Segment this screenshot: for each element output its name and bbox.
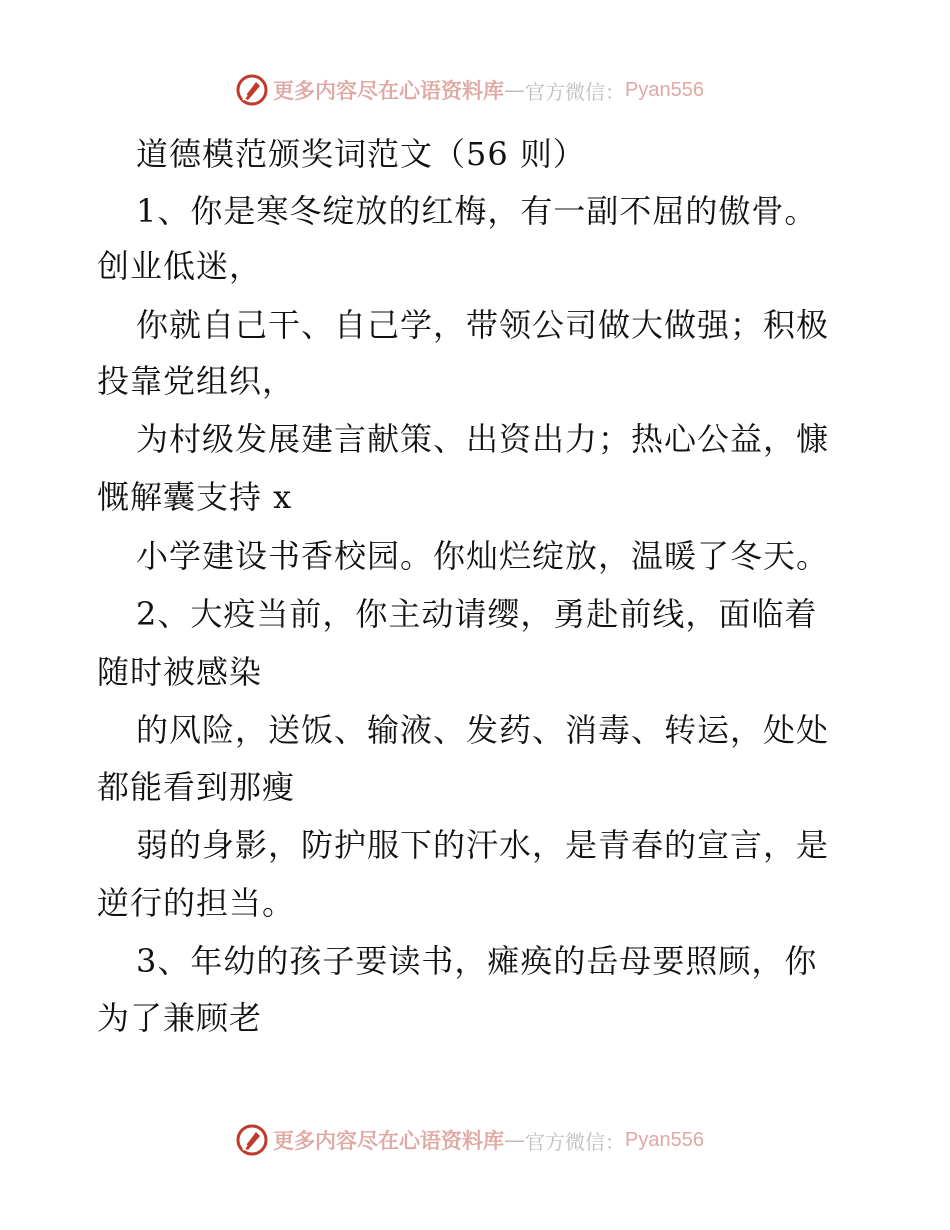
- footer-dash: —: [504, 1128, 525, 1152]
- body-line-1: 1、你是寒冬绽放的红梅，有一副不屈的傲骨。: [136, 192, 818, 230]
- header-banner-text: 更多内容尽在心语资料库: [273, 78, 504, 103]
- document-title: 道德模范颁奖词范文（56 则）: [136, 135, 586, 173]
- pen-nib-logo-icon: [235, 1123, 269, 1157]
- body-line-15: 为了兼顾老: [97, 999, 263, 1037]
- body-line-12: 弱的身影，防护服下的汗水，是青春的宣言，是: [136, 826, 830, 864]
- header-label: 官方微信：: [525, 79, 625, 104]
- body-line-13: 逆行的担当。: [97, 884, 296, 922]
- body-line-11: 都能看到那瘦: [97, 768, 296, 806]
- body-line-6: 慨解囊支持 x: [97, 478, 293, 516]
- header-dash: —: [504, 78, 525, 102]
- footer-wechat-id: Pyan556: [625, 1128, 704, 1151]
- body-line-3: 你就自己干、自己学，带领公司做大做强；积极: [136, 306, 830, 344]
- body-line-9: 随时被感染: [97, 653, 263, 691]
- body-line-7: 小学建设书香校园。你灿烂绽放，温暖了冬天。: [136, 537, 830, 575]
- body-line-2: 创业低迷，: [97, 247, 263, 285]
- body-line-4: 投靠党组织，: [97, 362, 296, 400]
- pen-nib-logo-icon: [235, 73, 269, 107]
- header-wechat-id: Pyan556: [625, 78, 704, 101]
- body-line-5: 为村级发展建言献策、出资出力；热心公益，慷: [136, 420, 830, 458]
- footer-banner-text: 更多内容尽在心语资料库: [273, 1128, 504, 1153]
- body-line-10: 的风险，送饭、输液、发药、消毒、转运，处处: [136, 711, 830, 749]
- footer-banner: [235, 1120, 704, 1160]
- header-banner: [235, 70, 704, 110]
- body-line-8: 2、大疫当前，你主动请缨，勇赴前线，面临着: [136, 595, 818, 633]
- body-line-14: 3、年幼的孩子要读书，瘫痪的岳母要照顾，你: [136, 942, 818, 980]
- footer-label: 官方微信：: [525, 1129, 625, 1154]
